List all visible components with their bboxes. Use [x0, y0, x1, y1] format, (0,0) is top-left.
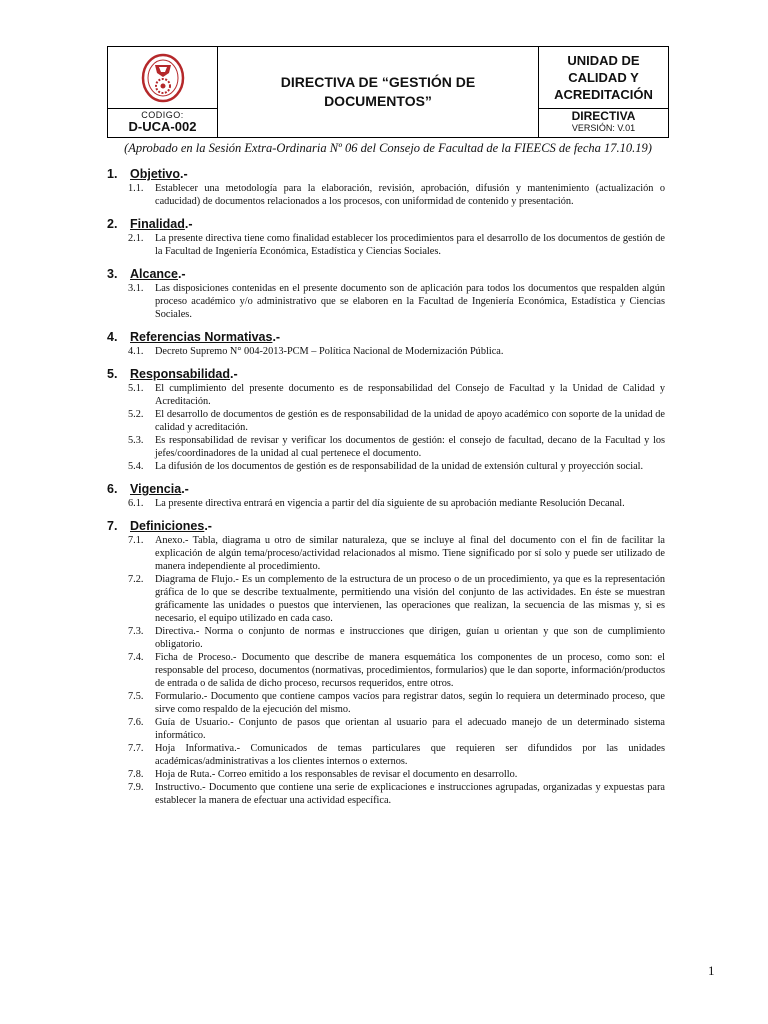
- unit-cell: [539, 47, 668, 109]
- list-item: [128, 781, 665, 807]
- code-cell: [108, 109, 218, 137]
- item-text: Decreto Supremo N° 004-2013-PCM – Política Nacional de Modernización Pública.: [155, 346, 504, 357]
- section-title: Vigencia: [130, 482, 182, 496]
- item-number: 5.2.: [128, 409, 144, 420]
- item-text: Formulario.- Documento que contiene campos vacíos para registrar datos, según lo requiera un determinado proceso, que sirve como respaldo de la ejecución del mismo.: [155, 691, 665, 715]
- section-suffix: .-: [181, 482, 189, 496]
- item-text: Es responsabilidad de revisar y verificar los documentos de gestión: el consejo de facultad, decano de la Facultad y los jefes/coordinadores de la unidad al cual pertenece el documento.: [155, 435, 665, 459]
- section-heading: [107, 216, 665, 232]
- item-number: 4.1.: [128, 346, 144, 357]
- section-number: 4.: [107, 330, 118, 344]
- section-suffix: .-: [230, 367, 238, 381]
- section-heading: [107, 266, 665, 282]
- item-number: 2.1.: [128, 233, 144, 244]
- list-item: [128, 182, 665, 208]
- list-item: [128, 282, 665, 321]
- section-number: 1.: [107, 167, 118, 181]
- list-item: [128, 716, 665, 742]
- section-title: Definiciones: [130, 519, 205, 533]
- section: [107, 481, 665, 510]
- approval-note: (Aprobado en la Sesión Extra-Ordinaria Nº 06 del Consejo de Facultad de la FIEECS de fecha 17.10.19): [124, 141, 652, 155]
- logo-cell: [108, 47, 218, 109]
- section-number: 3.: [107, 267, 118, 281]
- section: [107, 329, 665, 358]
- section-number: 7.: [107, 519, 118, 533]
- section-suffix: .-: [177, 267, 186, 281]
- item-number: 5.3.: [128, 435, 144, 446]
- section: [107, 216, 665, 258]
- list-item: [128, 768, 665, 781]
- list-item: [128, 408, 665, 434]
- version: VERSIÓN: V.01: [571, 123, 636, 133]
- list-item: [128, 497, 665, 510]
- page-number: 1: [708, 963, 715, 978]
- header-table: [107, 46, 669, 138]
- section-title: Finalidad: [130, 217, 185, 231]
- list-item: [128, 382, 665, 408]
- item-text: Hoja de Ruta.- Correo emitido a los responsables de revisar el documento en desarrollo.: [155, 769, 518, 780]
- list-item: [128, 573, 665, 625]
- section-title: Objetivo: [130, 167, 181, 181]
- item-number: 3.1.: [128, 283, 144, 294]
- item-number: 7.8.: [128, 769, 144, 780]
- section-heading: [107, 481, 665, 497]
- code-value: D-UCA-002: [128, 119, 197, 134]
- section-title: Alcance: [130, 267, 178, 281]
- item-number: 7.3.: [128, 626, 144, 637]
- item-number: 7.1.: [128, 535, 144, 546]
- item-number: 7.5.: [128, 691, 144, 702]
- item-text: Las disposiciones contenidas en el presente documento son de aplicación para todos los documentos que respalden algún proceso académico y/o administrativo que se elaboren en la Facultad de Ingeniería Económica, Estadística y Ciencias Sociales.: [155, 283, 665, 320]
- document-body: [107, 166, 665, 815]
- section-suffix: .-: [184, 217, 193, 231]
- section-heading: [107, 366, 665, 382]
- item-number: 5.4.: [128, 461, 144, 472]
- item-text: Directiva.- Norma o conjunto de normas e instrucciones que dirigen, guían u orientan y que son de cumplimiento obligatorio.: [155, 626, 665, 650]
- item-text: La difusión de los documentos de gestión es de responsabilidad de la unidad de extensión cultural y proyección social.: [155, 461, 644, 472]
- section: [107, 166, 665, 208]
- university-seal-icon: [141, 53, 185, 103]
- item-text: Diagrama de Flujo.- Es un complemento de la estructura de un proceso o de un procedimiento, ya que es la representación gráfica de lo que se describe textualmente, permitiendo una visión del conjunto de las actividades. En éste se muestran gráficamente las unidades o puestos que intervienen, las operaciones que realizan, la secuencia de las mismas y, si es necesario, el equipo utilizado en cada caso.: [155, 574, 665, 624]
- section-title: Responsabilidad: [130, 367, 231, 381]
- section-heading: [107, 329, 665, 345]
- list-item: [128, 232, 665, 258]
- item-text: Establecer una metodología para la elaboración, revisión, aprobación, difusión y mantenimiento (actualización o caducidad) de documentos relacionados a los procesos, con uniformidad de contenido y presentación.: [155, 183, 665, 207]
- item-number: 7.9.: [128, 782, 144, 793]
- section-title: Referencias Normativas: [130, 330, 273, 344]
- title-cell: [218, 47, 539, 137]
- item-text: La presente directiva entrará en vigencia a partir del día siguiente de su aprobación mediante Resolución Decanal.: [155, 498, 625, 509]
- item-number: 5.1.: [128, 383, 144, 394]
- item-number: 1.1.: [128, 183, 144, 194]
- item-number: 7.4.: [128, 652, 144, 663]
- section-suffix: .-: [204, 519, 212, 533]
- section-suffix: .-: [272, 330, 281, 344]
- section-number: 5.: [107, 367, 118, 381]
- document-title: DIRECTIVA DE “GESTIÓN DE DOCUMENTOS”: [280, 74, 476, 109]
- item-text: La presente directiva tiene como finalidad establecer los procedimientos para el desarrollo de los documentos de gestión de la Facultad de Ingeniería Económica, Estadística y Ciencias Sociales.: [155, 233, 665, 257]
- section: [107, 518, 665, 807]
- item-number: 7.6.: [128, 717, 144, 728]
- section-heading: [107, 166, 665, 182]
- item-number: 7.7.: [128, 743, 144, 754]
- list-item: [128, 434, 665, 460]
- list-item: [128, 345, 665, 358]
- code-label: CODIGO:: [141, 110, 184, 120]
- list-item: [128, 690, 665, 716]
- section: [107, 266, 665, 321]
- list-item: [128, 651, 665, 690]
- unit-name: UNIDAD DE CALIDAD Y ACREDITACIÓN: [554, 53, 653, 102]
- section-suffix: .-: [180, 167, 188, 181]
- list-item: [128, 534, 665, 573]
- list-item: [128, 460, 665, 473]
- section-number: 2.: [107, 217, 118, 231]
- section-heading: [107, 518, 665, 534]
- item-number: 6.1.: [128, 498, 144, 509]
- section: [107, 366, 665, 473]
- section-number: 6.: [107, 482, 118, 496]
- list-item: [128, 742, 665, 768]
- doc-type: DIRECTIVA: [571, 109, 636, 123]
- item-text: Guía de Usuario.- Conjunto de pasos que orientan al usuario para el adecuado manejo de un determinado sistema informático.: [155, 717, 665, 741]
- item-number: 7.2.: [128, 574, 144, 585]
- item-text: Ficha de Proceso.- Documento que describe de manera esquemática los componentes de un proceso, como son: el responsable del proceso, documentos (normativas, procedimientos, formularios) que le dan soporte, información/productos de entrada o de salida de dicho proceso, recursos requeridos, entre otros.: [155, 652, 665, 689]
- item-text: El cumplimiento del presente documento es de responsabilidad del Consejo de Facultad y la Unidad de Calidad y Acreditación.: [155, 383, 665, 407]
- list-item: [128, 625, 665, 651]
- item-text: El desarrollo de documentos de gestión es de responsabilidad de la unidad de apoyo académico con soporte de la unidad de calidad y acreditación.: [155, 409, 665, 433]
- item-text: Instructivo.- Documento que contiene una serie de explicaciones e instrucciones agrupadas, organizadas y expuestas para establecer la manera de efectuar una actividad específica.: [155, 782, 665, 806]
- item-text: Hoja Informativa.- Comunicados de temas particulares que requieren ser difundidos por las unidades académicas/administrativas a los clientes internos o externos.: [155, 743, 665, 767]
- item-text: Anexo.- Tabla, diagrama u otro de similar naturaleza, que se incluye al final del documento con el fin de facilitar la explicación de algún tema/proceso/actividad relacionados al mismo. Tiene significado por sí solo y puede ser utilizado de manera independiente al procedimiento.: [155, 535, 665, 572]
- doc-type-cell: [539, 109, 668, 137]
